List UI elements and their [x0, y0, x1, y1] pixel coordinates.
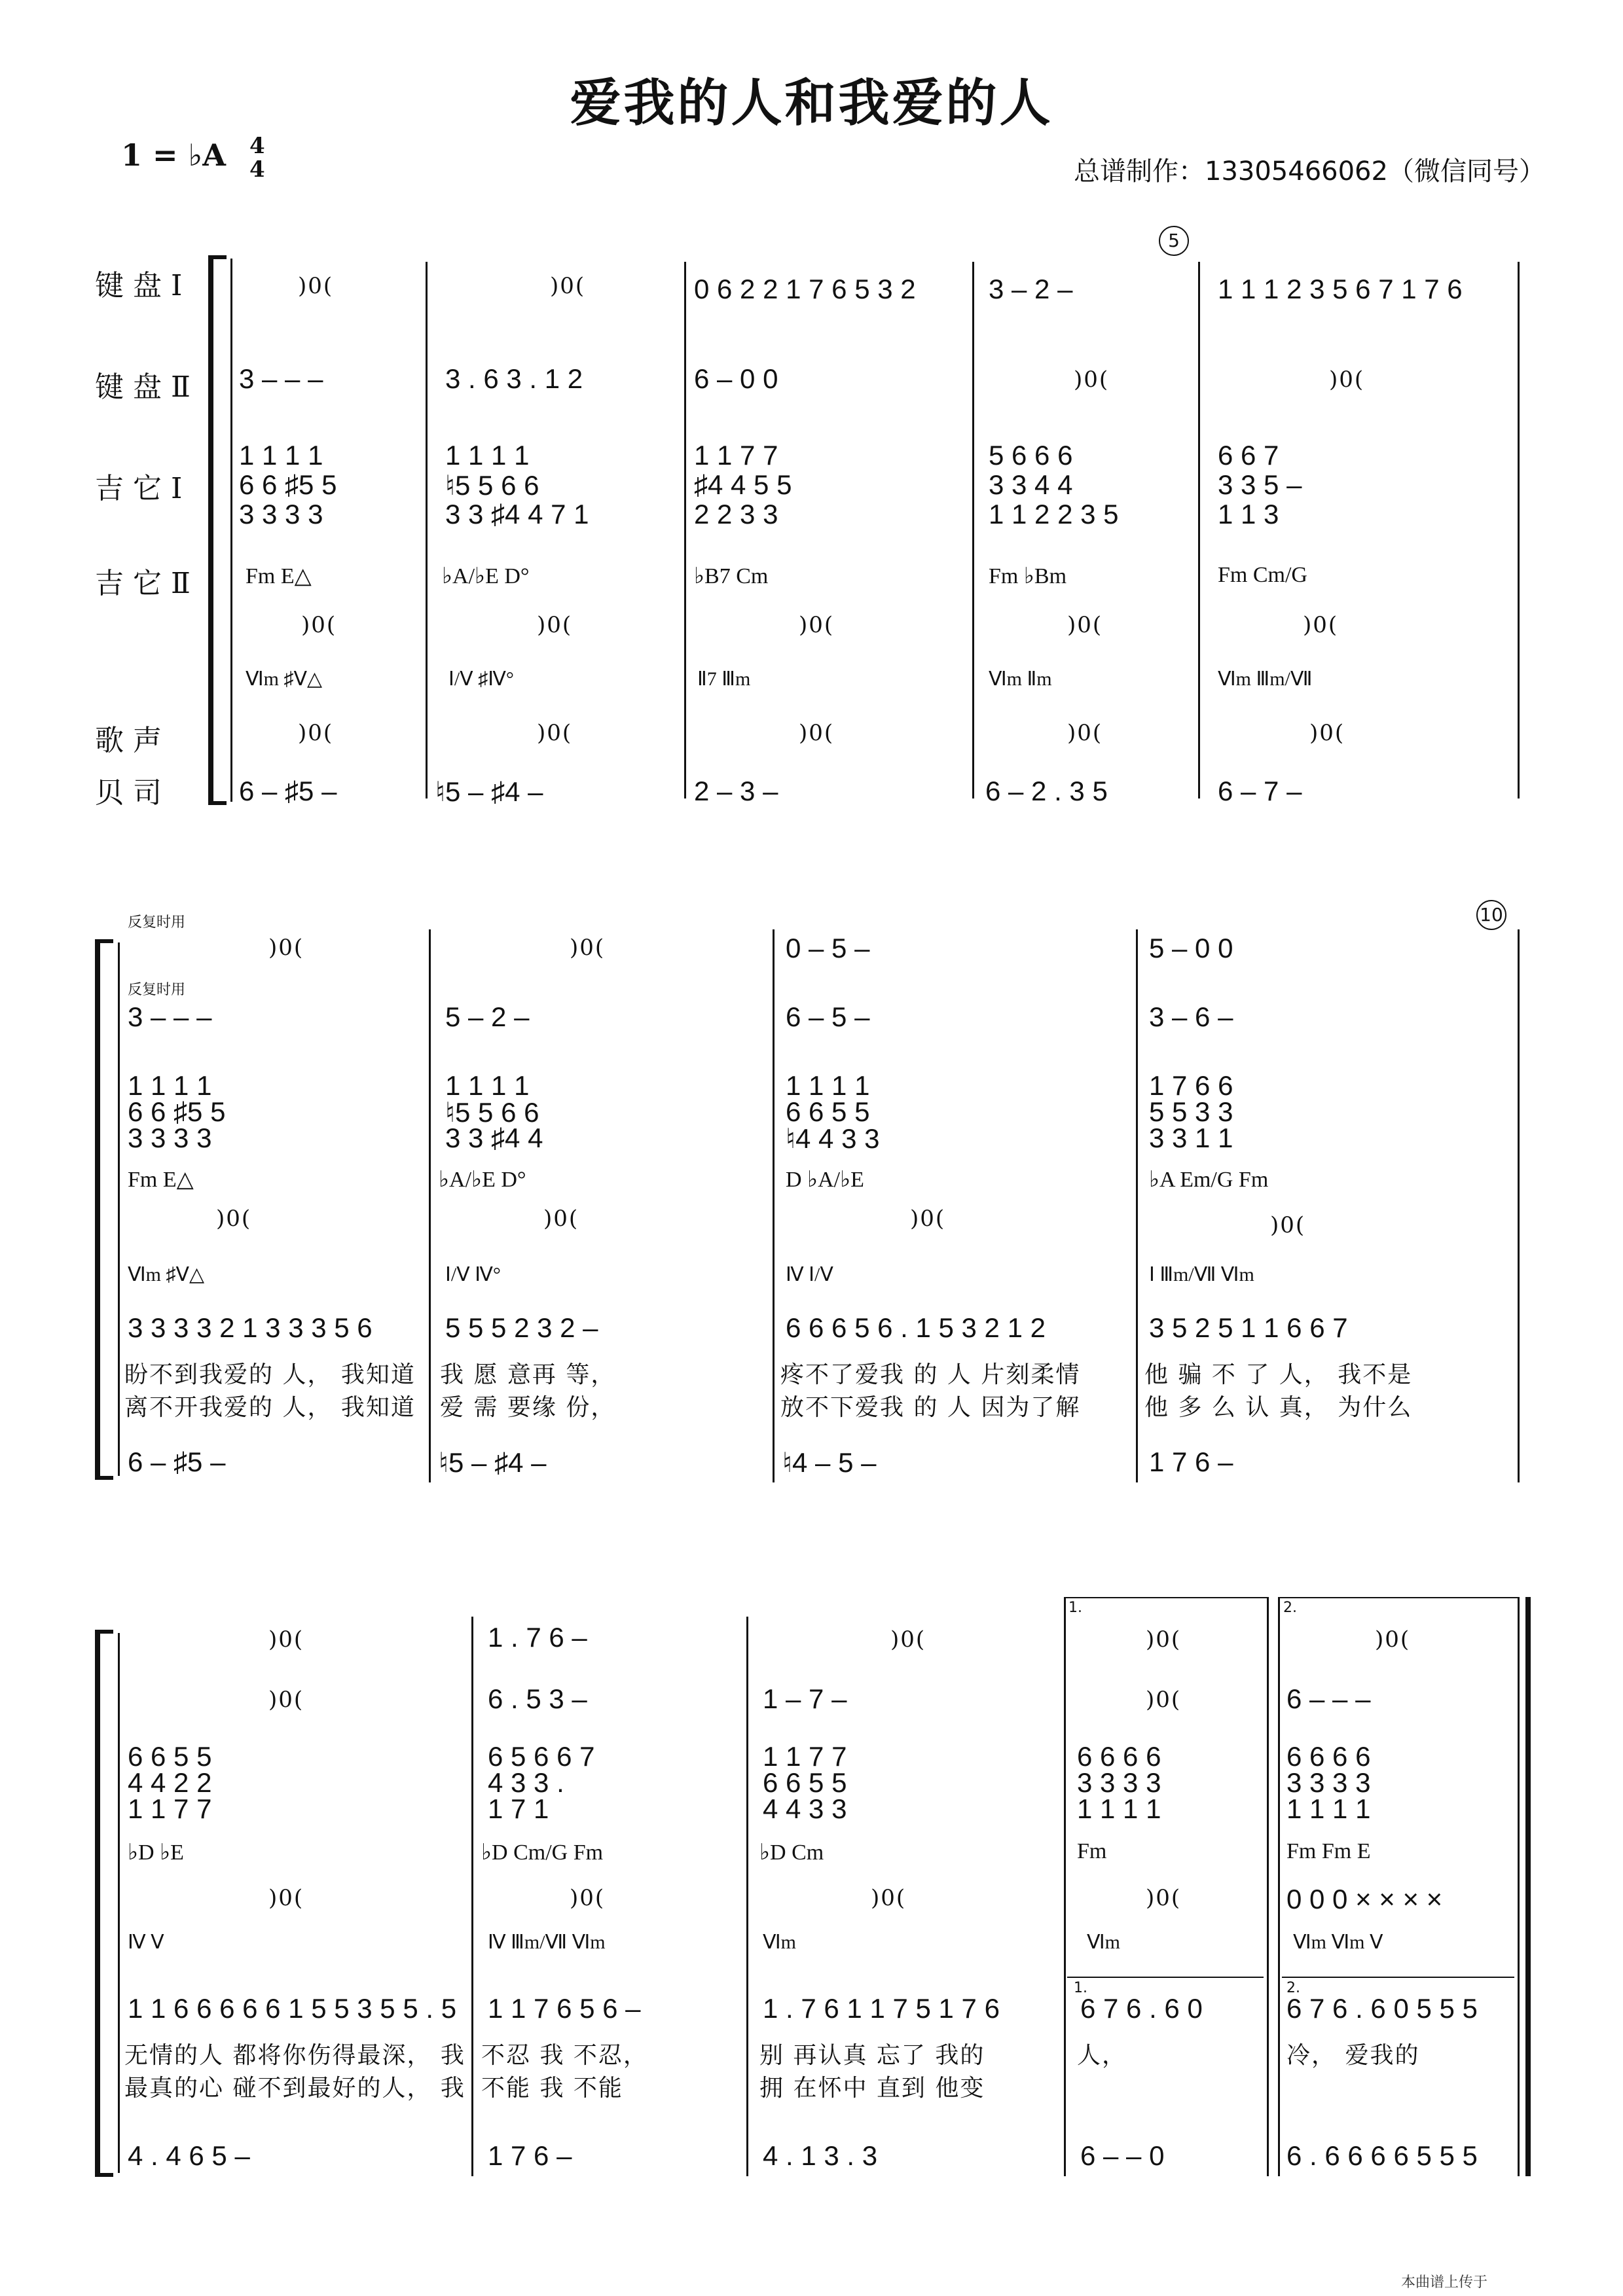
rest-symbol: )0( [1074, 367, 1110, 393]
kb2-s3-m2: 6 . 5 3 – [488, 1683, 587, 1714]
rest-symbol: )0( [570, 935, 606, 961]
roman-numerals-s3-m5: Ⅵm Ⅵm Ⅴ [1293, 1931, 1383, 1953]
gt1-s2-mid-m2: ♮5 5 6 6 [445, 1097, 539, 1128]
rest-symbol: )0( [268, 935, 304, 961]
time-signature-top: 4 [249, 133, 265, 159]
vocal-s2-m4: 3 5 2 5 1 1 6 6 7 [1149, 1312, 1348, 1343]
bass-m2: ♮5 – ♯4 – [435, 776, 543, 807]
gt1-s2-bot-m3: ♮4 4 3 3 [786, 1123, 880, 1154]
gt1-s3-bot-m1: 1 1 7 7 [128, 1793, 212, 1824]
vocal-s2-m1: 3 3 3 3 2 1 3 3 3 5 6 [128, 1312, 373, 1343]
page-title: 爱我的人和我爱的人 [570, 74, 1053, 133]
chord-symbols-m1: Fm E△ [246, 564, 312, 588]
bass-s2-m2: ♮5 – ♯4 – [439, 1447, 547, 1478]
lyric-line1-s3-m1: 无情的人 都将你伤得最深， 我 [124, 2042, 465, 2069]
bass-s3-m5: 6 . 6 6 6 6 5 5 5 [1286, 2140, 1478, 2171]
lyric-line2-s3-m2: 不能 我 不能 [481, 2075, 623, 2102]
part-label-vocal: 歌声 [95, 724, 171, 757]
gt1-s2-top-m3: 1 1 1 1 [786, 1070, 870, 1101]
rest-symbol: )0( [871, 1885, 907, 1911]
chord-symbols-s3-m5: Fm Fm E [1286, 1839, 1371, 1863]
rest-symbol: )0( [1375, 1626, 1411, 1653]
rest-symbol: )0( [1309, 720, 1345, 746]
lyric-line2-s2-m3: 放不下爱我 的 人 因为了解 [780, 1394, 1081, 1421]
chord-symbols-m4: Fm ♭Bm [989, 564, 1067, 588]
gt1-s3-top-m3: 1 1 7 7 [763, 1741, 847, 1772]
gt1-top-m2: 1 1 1 1 [445, 440, 530, 471]
ending-1-label: 1. [1068, 1600, 1082, 1616]
gt1-s3-top-m5: 6 6 6 6 [1286, 1741, 1371, 1772]
rest-symbol: )0( [537, 720, 573, 746]
repeat-note: 反复时用 [128, 914, 186, 931]
bass-s2-m4: 1 7 6 – [1149, 1446, 1233, 1477]
bass-s2-m3: ♮4 – 5 – [782, 1447, 877, 1478]
kb2-measure-3: 6 – 0 0 [694, 363, 778, 394]
time-signature-bottom: 4 [249, 156, 265, 183]
rehearsal-mark-10: 10 [1476, 900, 1506, 930]
lyric-line1-s2-m2: 我 愿 意再 等， [440, 1361, 616, 1388]
gt2-s3-muted-strums: 0 0 0 × × × × [1286, 1884, 1443, 1914]
roman-numerals-s2-m2: Ⅰ/Ⅴ Ⅳ° [445, 1264, 501, 1285]
kb2-s2-m2: 5 – 2 – [445, 1001, 530, 1032]
rest-symbol: )0( [1146, 1626, 1182, 1653]
kb1-measure-5: 1 1 1 2 3 5 6 7 1 7 6 [1218, 274, 1463, 304]
bass-s3-m1: 4 . 4 6 5 – [128, 2140, 250, 2171]
part-label-bass: 贝司 [95, 776, 171, 810]
rest-symbol: )0( [1067, 720, 1103, 746]
roman-numerals-s3-m1: Ⅳ Ⅴ [128, 1931, 164, 1953]
kb2-s2-m4: 3 – 6 – [1149, 1001, 1233, 1032]
kb1-measure-4: 3 – 2 – [989, 274, 1073, 304]
kb2-s3-m5: 6 – – – [1286, 1683, 1371, 1714]
gt1-bot-m2: 3 3 ♯4 4 7 1 [445, 499, 589, 529]
gt1-s2-top-m2: 1 1 1 1 [445, 1070, 530, 1101]
rest-symbol: )0( [1270, 1212, 1306, 1238]
gt1-s3-mid-m3: 6 6 5 5 [763, 1767, 847, 1798]
gt1-s3-bot-m2: 1 7 1 [488, 1793, 549, 1824]
gt1-bot-m1: 3 3 3 3 [239, 499, 323, 529]
gt1-s2-top-m1: 1 1 1 1 [128, 1070, 212, 1101]
gt1-s3-mid-m4: 3 3 3 3 [1077, 1767, 1161, 1798]
chord-symbols-m2: ♭A/♭E D° [442, 564, 530, 588]
vocal-s3-m2: 1 1 7 6 5 6 – [488, 1993, 641, 2024]
lyric-line1-s2-m4: 他 骗 不 了 人， 我不是 [1144, 1361, 1413, 1388]
roman-numerals-m5: Ⅵm Ⅲm/Ⅶ [1218, 668, 1313, 690]
roman-numerals-m1: Ⅵm ♯Ⅴ△ [246, 668, 323, 690]
key-signature: 1 = ♭A 4 4 [121, 133, 265, 183]
kb1-s2-m3: 0 – 5 – [786, 933, 870, 963]
rest-symbol: )0( [550, 273, 586, 299]
gt1-mid-m2: ♮5 5 6 6 [445, 470, 539, 501]
chord-symbols-s3-m4: Fm [1077, 1839, 1107, 1863]
gt1-s3-top-m4: 6 6 6 6 [1077, 1741, 1161, 1772]
bass-s3-m3: 4 . 1 3 . 3 [763, 2140, 878, 2171]
gt1-bot-m3: 2 2 3 3 [694, 499, 778, 529]
kb1-s3-m2: 1 . 7 6 – [488, 1622, 587, 1653]
gt1-bot-m4: 1 1 2 2 3 5 [989, 499, 1119, 529]
lyric-line2-s3-m1: 最真的心 碰不到最好的人， 我 [124, 2075, 465, 2102]
gt1-bot-m5: 1 1 3 [1218, 499, 1279, 529]
rest-symbol: )0( [301, 612, 337, 638]
ending-2-label: 2. [1283, 1600, 1297, 1616]
gt1-s3-mid-m2: 4 3 3 . [488, 1767, 564, 1798]
vocal-s2-m3: 6 6 6 5 6 . 1 5 3 2 1 2 [786, 1312, 1046, 1343]
chord-symbols-s3-m1: ♭D ♭E [128, 1840, 184, 1865]
gt1-s3-bot-m5: 1 1 1 1 [1286, 1793, 1371, 1824]
roman-numerals-m2: Ⅰ/Ⅴ ♯Ⅳ° [448, 668, 514, 690]
upload-note: 本曲谱上传于 [1401, 2274, 1488, 2291]
chord-symbols-s2-m2: ♭A/♭E D° [439, 1168, 526, 1192]
rest-symbol: )0( [890, 1626, 926, 1653]
rest-symbol: )0( [1329, 367, 1365, 393]
rest-symbol: )0( [268, 1885, 304, 1911]
rest-symbol: )0( [1146, 1885, 1182, 1911]
kb2-s3-m3: 1 – 7 – [763, 1683, 847, 1714]
kb1-s2-m4: 5 – 0 0 [1149, 933, 1233, 963]
roman-numerals-s3-m3: Ⅵm [763, 1931, 797, 1953]
rest-symbol: )0( [537, 612, 573, 638]
chord-symbols-s2-m1: Fm E△ [128, 1168, 194, 1192]
rest-symbol: )0( [1146, 1687, 1182, 1713]
lyric-line1-s2-m3: 疼不了爱我 的 人 片刻柔情 [780, 1361, 1081, 1388]
gt1-top-m3: 1 1 7 7 [694, 440, 778, 471]
chord-symbols-s3-m2: ♭D Cm/G Fm [481, 1840, 604, 1865]
bass-m5: 6 – 7 – [1218, 776, 1302, 806]
lyric-line1-s3-m5: 冷， 爱我的 [1286, 2042, 1420, 2069]
gt1-s3-top-m1: 6 6 5 5 [128, 1741, 212, 1772]
rest-symbol: )0( [216, 1206, 252, 1232]
lyric-line1-s3-m4: 人， [1077, 2042, 1127, 2069]
rest-symbol: )0( [570, 1885, 606, 1911]
vocal-s3-m1: 1 1 6 6 6 6 6 1 5 5 3 5 5 . 5 [128, 1993, 457, 2024]
rest-symbol: )0( [268, 1687, 304, 1713]
gt1-s2-bot-m4: 3 3 1 1 [1149, 1122, 1233, 1153]
lyric-line2-s3-m3: 拥 在怀中 直到 他变 [759, 2075, 985, 2102]
kb2-measure-2: 3 . 6 3 . 1 2 [445, 363, 583, 394]
vocal-s3-m3: 1 . 7 6 1 1 7 5 1 7 6 [763, 1993, 1000, 2024]
vocal-s2-m2: 5 5 5 2 3 2 – [445, 1312, 598, 1343]
gt1-s2-mid-m4: 5 5 3 3 [1149, 1096, 1233, 1127]
roman-numerals-m4: Ⅵm Ⅱm [989, 668, 1052, 690]
roman-numerals-s3-m2: Ⅳ Ⅲm/Ⅶ Ⅵm [488, 1931, 606, 1953]
gt1-s2-bot-m2: 3 3 ♯4 4 [445, 1122, 543, 1153]
gt1-s3-mid-m1: 4 4 2 2 [128, 1767, 212, 1798]
rest-symbol: )0( [1303, 612, 1339, 638]
gt1-s3-top-m2: 6 5 6 6 7 [488, 1741, 595, 1772]
gt1-s3-bot-m4: 1 1 1 1 [1077, 1793, 1161, 1824]
chord-symbols-s3-m3: ♭D Cm [759, 1840, 824, 1865]
gt1-s3-mid-m5: 3 3 3 3 [1286, 1767, 1371, 1798]
kb2-s2-m3: 6 – 5 – [786, 1001, 870, 1032]
gt1-s2-top-m4: 1 7 6 6 [1149, 1070, 1233, 1101]
rest-symbol: )0( [543, 1206, 579, 1232]
roman-numerals-s2-m3: Ⅳ Ⅰ/Ⅴ [786, 1264, 833, 1285]
bass-m1: 6 – ♯5 – [239, 776, 337, 806]
ending-2-label-vocal: 2. [1286, 1980, 1300, 1996]
part-label-keyboard2: 键盘Ⅱ [95, 370, 200, 404]
kb2-s2-m1: 3 – – – [128, 1001, 212, 1032]
gt1-mid-m4: 3 3 4 4 [989, 469, 1073, 500]
part-label-guitar2: 吉它Ⅱ [95, 567, 200, 600]
repeat-note: 反复时用 [128, 982, 186, 998]
ending-1-label-vocal: 1. [1074, 1980, 1087, 1996]
gt1-s3-bot-m3: 4 4 3 3 [763, 1793, 847, 1824]
kb1-measure-3: 0 6 2 2 1 7 6 5 3 2 [694, 274, 916, 304]
bass-m4: 6 – 2 . 3 5 [985, 776, 1108, 806]
gt1-mid-m3: ♯4 4 5 5 [694, 469, 792, 500]
lyric-line1-s3-m2: 不忍 我 不忍， [481, 2042, 648, 2069]
bass-s3-m2: 1 7 6 – [488, 2140, 572, 2171]
chord-symbols-s2-m3: D ♭A/♭E [786, 1168, 864, 1192]
rest-symbol: )0( [799, 612, 835, 638]
gt1-top-m5: 6 6 7 [1218, 440, 1279, 471]
lyric-line2-s2-m1: 离不开我爱的 人， 我知道 [124, 1394, 416, 1421]
rest-symbol: )0( [298, 720, 334, 746]
bass-m3: 2 – 3 – [694, 776, 778, 806]
part-label-keyboard1: 键盘Ⅰ [95, 269, 192, 302]
rest-symbol: )0( [268, 1626, 304, 1653]
lyric-line1-s2-m1: 盼不到我爱的 人， 我知道 [124, 1361, 416, 1388]
chord-symbols-m5: Fm Cm/G [1218, 563, 1307, 587]
part-label-guitar1: 吉它Ⅰ [95, 472, 192, 505]
lyric-line2-s2-m4: 他 多 么 认 真， 为什么 [1144, 1394, 1413, 1421]
vocal-s3-m4: 6 7 6 . 6 0 [1080, 1993, 1203, 2024]
bass-s3-m4: 6 – – 0 [1080, 2140, 1165, 2171]
rest-symbol: )0( [298, 273, 334, 299]
roman-numerals-s2-m1: Ⅵm ♯Ⅴ△ [128, 1264, 205, 1285]
roman-numerals-m3: Ⅱ7 Ⅲm [697, 668, 751, 690]
rest-symbol: )0( [799, 720, 835, 746]
gt1-mid-m1: 6 6 ♯5 5 [239, 469, 337, 500]
gt1-s2-bot-m1: 3 3 3 3 [128, 1122, 212, 1153]
vocal-s3-m5: 6 7 6 . 6 0 5 5 5 [1286, 1993, 1478, 2024]
gt1-top-m4: 5 6 6 6 [989, 440, 1073, 471]
bass-s2-m1: 6 – ♯5 – [128, 1446, 226, 1477]
roman-numerals-s3-m4: Ⅵm [1087, 1931, 1121, 1953]
roman-numerals-s2-m4: Ⅰ Ⅲm/Ⅶ Ⅵm [1149, 1264, 1254, 1285]
gt1-s2-mid-m1: 6 6 ♯5 5 [128, 1096, 226, 1127]
rehearsal-mark-5: 5 [1159, 226, 1189, 256]
rest-symbol: )0( [910, 1206, 946, 1232]
gt1-top-m1: 1 1 1 1 [239, 440, 323, 471]
lyric-line1-s3-m3: 别 再认真 忘了 我的 [759, 2042, 985, 2069]
kb2-measure-1: 3 – – – [239, 363, 323, 394]
score-credit: 总谱制作：13305466062（微信同号） [1074, 156, 1545, 187]
chord-symbols-m3: ♭B7 Cm [694, 564, 769, 588]
rest-symbol: )0( [1067, 612, 1103, 638]
gt1-s2-mid-m3: 6 6 5 5 [786, 1096, 870, 1127]
lyric-line2-s2-m2: 爱 需 要缘 份， [440, 1394, 616, 1421]
gt1-mid-m5: 3 3 5 – [1218, 469, 1302, 500]
chord-symbols-s2-m4: ♭A Em/G Fm [1149, 1168, 1269, 1192]
